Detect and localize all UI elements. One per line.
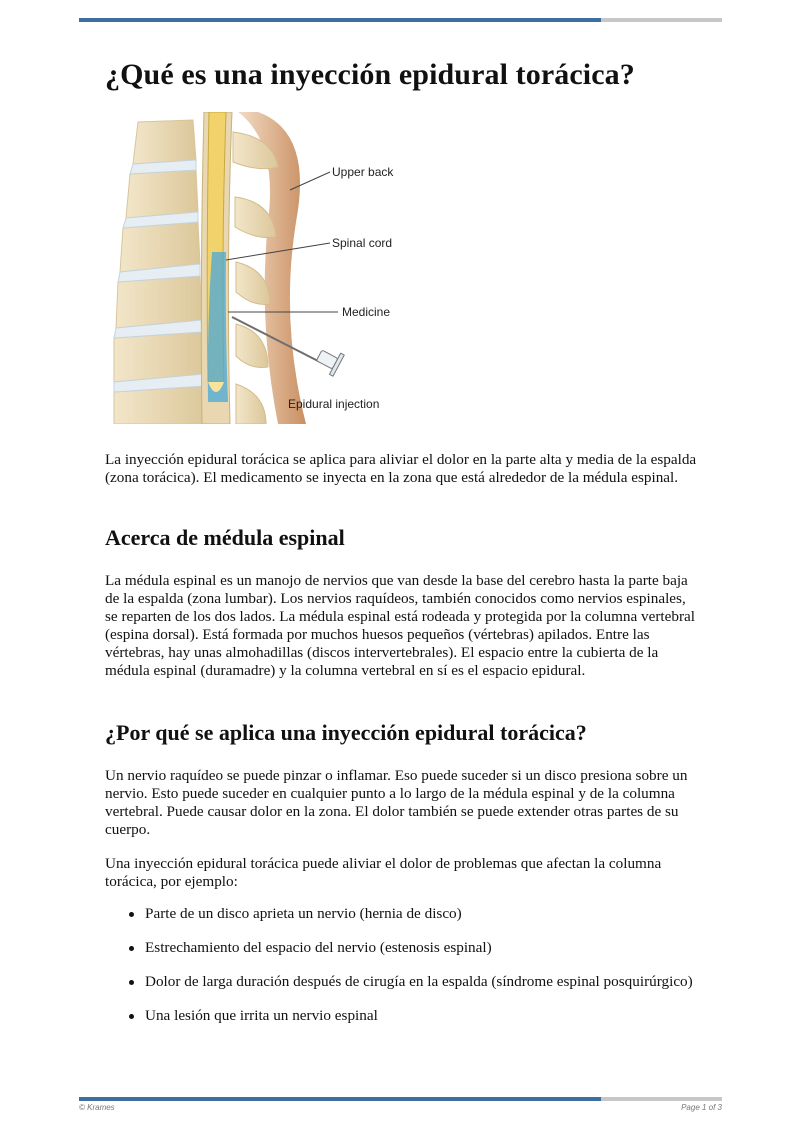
label-upper-back: Upper back <box>332 165 394 179</box>
intro-paragraph: La inyección epidural torácica se aplica para aliviar el dolor en la parte alta y media de la espalda (zona torácica). El medicamento se inyecta en la zona que está alrededor de la médula espinal. <box>105 451 697 486</box>
medicine-spread <box>208 252 228 402</box>
bottom-rule-accent <box>79 1097 601 1101</box>
label-spinal-cord: Spinal cord <box>332 236 393 250</box>
section-heading-why: ¿Por qué se aplica una inyección epidural torácica? <box>105 720 587 745</box>
bottom-rule-gray <box>601 1097 722 1101</box>
list-item: Una lesión que irrita un nervio espinal <box>105 1007 695 1025</box>
spinal-cord-paragraph: La médula espinal es un manojo de nervios que van desde la base del cerebro hasta la parte baja de la espalda (zona lumbar). Los nervios raquídeos, también conocidos como nervios espinales, se reparten de los dos lados. La médula espinal está rodeada y protegida por la columna vertebral (espina dorsal). Está formada por muchos huesos pequeños (vértebras) apilados. Entre las vértebras, hay unas almohadillas (discos intervertebrales). El espacio entre la cubierta de la médula espinal (duramadre) y la columna vertebral en sí es el espacio epidural. <box>105 572 695 679</box>
footer-page-number: Page 1 of 3 <box>681 1103 722 1112</box>
label-medicine: Medicine <box>342 305 391 319</box>
top-rule-gray <box>601 18 722 22</box>
footer-copyright: © Krames <box>79 1103 115 1112</box>
section-heading-spinal-cord: Acerca de médula espinal <box>105 525 345 550</box>
page-title: ¿Qué es una inyección epidural torácica? <box>105 58 635 91</box>
spine-illustration <box>108 112 408 424</box>
top-rule <box>79 18 722 22</box>
list-item: Estrechamiento del espacio del nervio (estenosis espinal) <box>105 939 695 957</box>
label-epidural-injection: Epidural injection <box>288 397 380 411</box>
spine-illustration-svg <box>108 112 408 424</box>
conditions-list <box>105 905 695 1041</box>
bottom-rule <box>79 1097 722 1101</box>
why-paragraph-2: Una inyección epidural torácica puede aliviar el dolor de problemas que afectan la columna torácica, por ejemplo: <box>105 855 662 890</box>
why-paragraph-1: Un nervio raquídeo se puede pinzar o inflamar. Eso puede suceder si un disco presiona sobre un nervio. Esto puede suceder en cualquier punto a lo largo de la médula espinal y de la columna vertebral. Puede causar dolor en la zona. El dolor también se puede extender otras partes de su cuerpo. <box>105 767 688 838</box>
list-item: Dolor de larga duración después de cirugía en la espalda (síndrome espinal posquirúrgico) <box>105 973 695 991</box>
top-rule-accent <box>79 18 601 22</box>
list-item: Parte de un disco aprieta un nervio (hernia de disco) <box>105 905 695 923</box>
